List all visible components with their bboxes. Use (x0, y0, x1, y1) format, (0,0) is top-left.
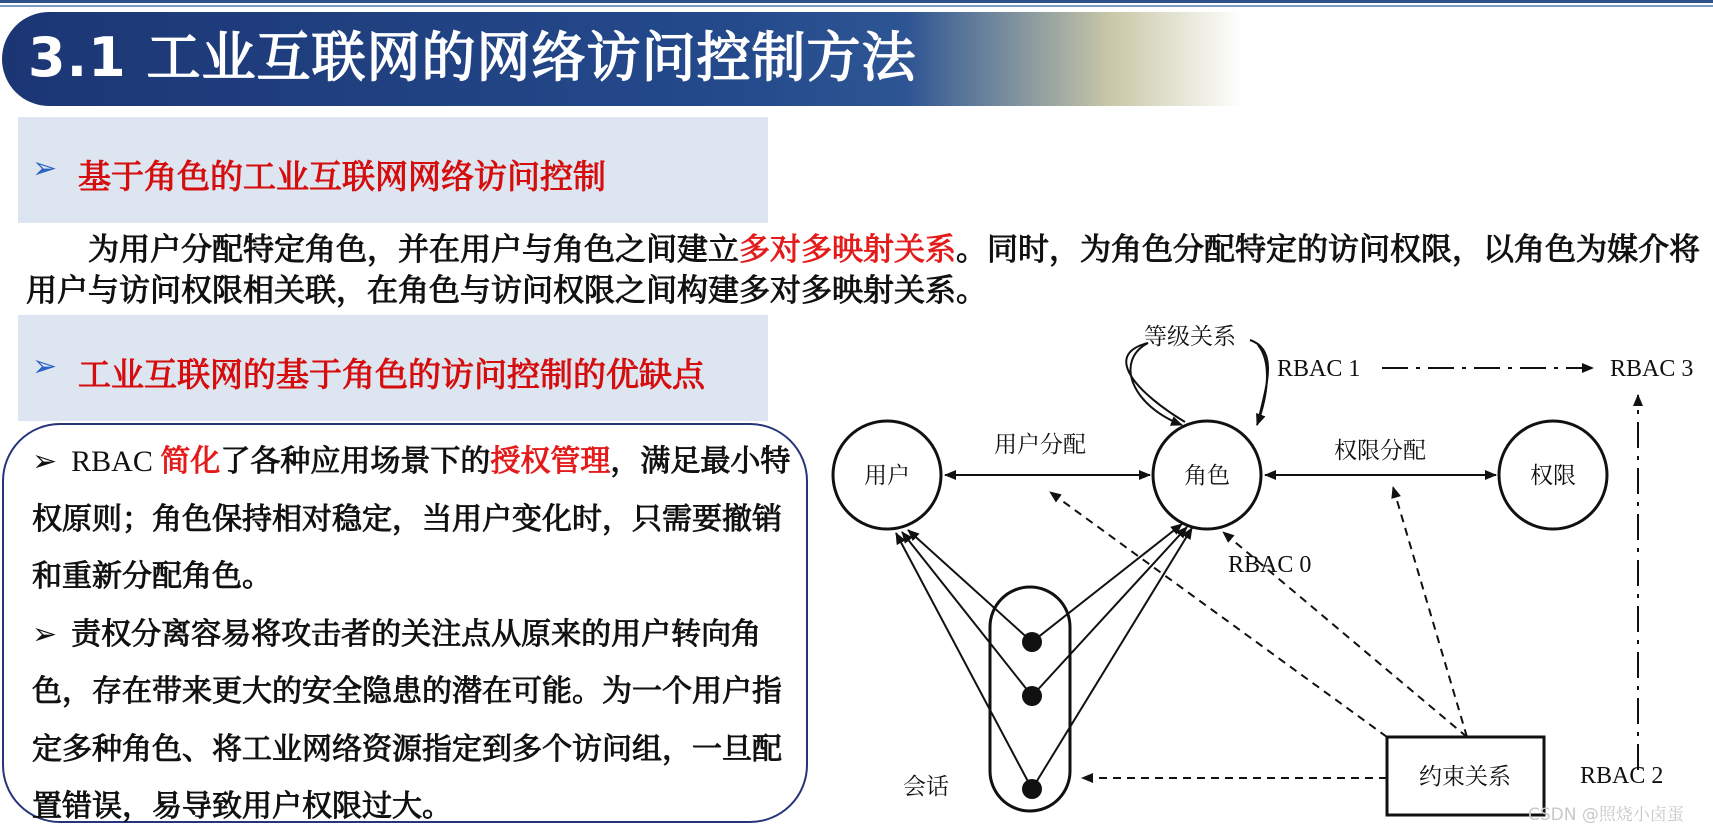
watermark: CSDN @照烧小卤蛋 (1528, 805, 1684, 825)
paragraph-text-2: 。同时，为角色分配特定的访问权限，以角色为媒介将用户与访问权限相关联，在角色与访问权限之间构建多对多映射关系。 (26, 232, 1700, 309)
bullet-text: 责权分离容易将攻击者的关注点从原来的用户转向角色，存在带来更大的安全隐患的潜在可能。为一个用户指定多种角色、将工业网络资源指定到多个访问组，一旦配置错误，易导致用户权限过大。 (32, 616, 782, 824)
pros-cons-text (32, 433, 792, 836)
pros-cons-box (2, 423, 808, 823)
hierarchy-loop (1126, 340, 1268, 422)
constraint-role-arrow (1223, 532, 1467, 737)
bullet-text: ，满足最小特权原则；角色保持相对稳定，当用户变化时，只需要撤销和重新分配角色。 (32, 444, 791, 594)
top-rule-thin (0, 5, 1713, 7)
session-label: 会话 (903, 774, 949, 800)
slide-title: 3.1 工业互联网的网络访问控制方法 (28, 26, 917, 89)
role-label: 角色 (1184, 463, 1230, 489)
section-header-rbac (18, 117, 768, 223)
arrow-bullet-icon: ➢ (32, 151, 58, 186)
rbac0-label: RBAC 0 (1228, 552, 1312, 578)
paragraph-highlight: 多对多映射关系 (739, 232, 956, 268)
user-assign-label: 用户分配 (994, 432, 1086, 458)
constraint-label: 约束关系 (1419, 764, 1511, 790)
arrow-bullet-icon: ➢ (32, 349, 58, 384)
hierarchy-loop-arrow-left (1131, 343, 1182, 425)
arrow-bullet-icon: ➢ (32, 444, 58, 479)
user-label: 用户 (864, 463, 910, 489)
arrow-bullet-icon: ➢ (32, 616, 58, 652)
bullet-text: 了各种应用场景下的 (220, 444, 491, 479)
section-heading: 基于角色的工业互联网网络访问控制 (78, 157, 606, 196)
paragraph-text-1: 为用户分配特定角色，并在用户与角色之间建立 (88, 232, 739, 268)
session-user-arrow (908, 530, 1032, 642)
rbac3-label: RBAC 3 (1610, 356, 1694, 382)
level-relation-label: 等级关系 (1144, 324, 1236, 350)
section-header-pros-cons (18, 315, 768, 421)
highlight-authorization: 授权管理 (490, 444, 611, 479)
rbac2-label: RBAC 2 (1580, 763, 1664, 789)
rbac-diagram (810, 300, 1713, 829)
highlight-simplify: 简化 (160, 444, 221, 479)
session-role-arrow (1032, 524, 1182, 642)
rbac-term: RBAC (71, 445, 161, 478)
permission-assign-label: 权限分配 (1334, 438, 1426, 464)
permission-label: 权限 (1530, 463, 1576, 489)
section-heading: 工业互联网的基于角色的访问控制的优缺点 (78, 355, 705, 394)
constraint-permission-assign-arrow (1393, 487, 1467, 737)
bullet-item (32, 606, 792, 836)
top-rule (0, 0, 1713, 3)
bullet-item (32, 433, 792, 606)
rbac1-label: RBAC 1 (1277, 356, 1361, 382)
